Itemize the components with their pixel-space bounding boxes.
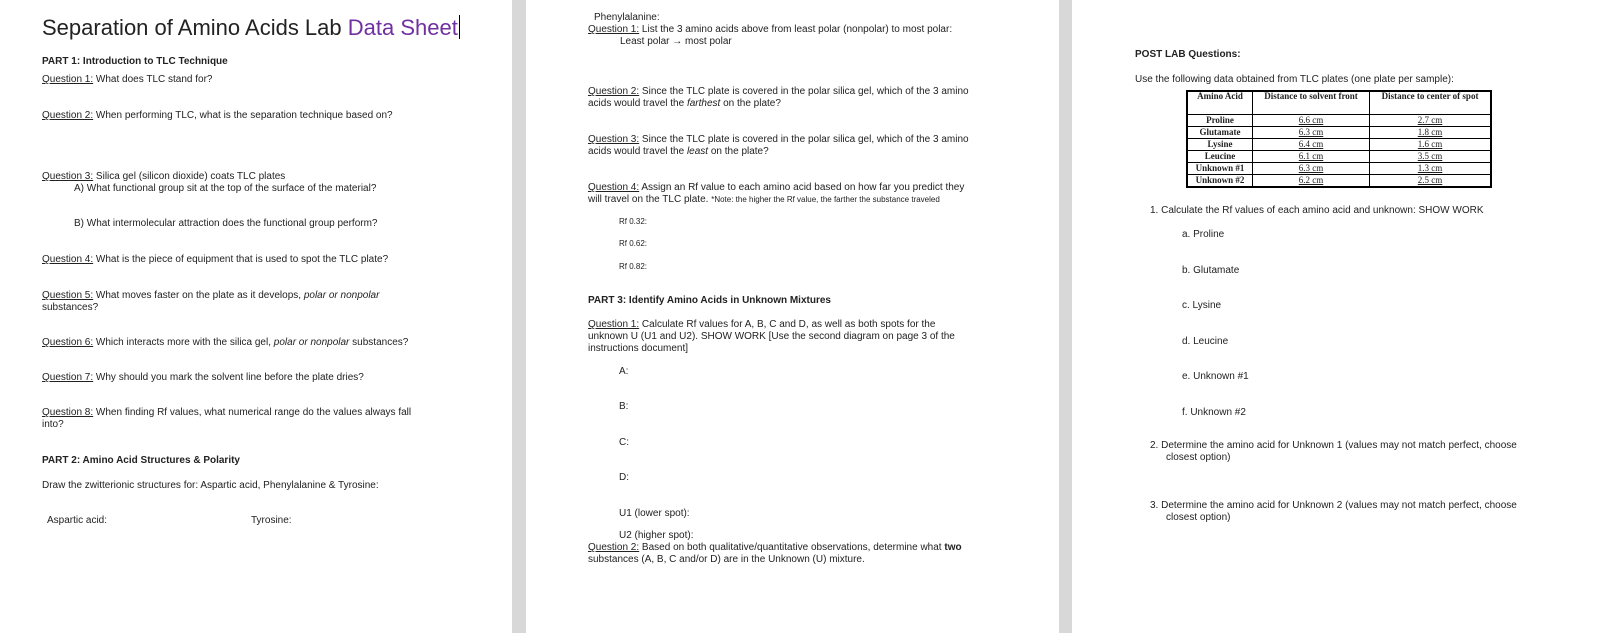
- p2-question-2: Question 2: Since the TLC plate is covered in the polar silica gel, which of the 3 amino: [588, 86, 969, 97]
- p2-question-4-line2: will travel on the TLC plate. *Note: the higher the Rf value, the farther the substance traveled: [588, 194, 940, 205]
- post-lab-heading: POST LAB Questions:: [1135, 49, 1241, 60]
- p3-question-1: Question 1: Calculate Rf values for A, B, C and D, as well as both spots for the: [588, 319, 936, 330]
- header-spot-center: Distance to center of spot: [1370, 91, 1491, 115]
- sub-item-leucine: d. Leucine: [1182, 336, 1229, 347]
- table-cell: 1.6 cm: [1370, 139, 1491, 151]
- p3-question-2-line2: substances (A, B, C and/or D) are in the Unknown (U) mixture.: [588, 554, 865, 565]
- p1-question-3a: A) What functional group sit at the top of the surface of the material?: [74, 183, 377, 194]
- table-cell: 3.5 cm: [1370, 151, 1491, 163]
- p3-question-1-line3: instructions document]: [588, 343, 689, 354]
- answer-d-label: D:: [619, 472, 629, 483]
- document-page-2: [526, 0, 1059, 633]
- post-lab-item-1: 1. Calculate the Rf values of each amino acid and unknown: SHOW WORK: [1150, 205, 1484, 216]
- post-lab-item-2: 2. Determine the amino acid for Unknown 1 (values may not match perfect, choose: [1150, 440, 1517, 451]
- p2-question-3: Question 3: Since the TLC plate is covered in the polar silica gel, which of the 3 amino: [588, 134, 969, 145]
- table-cell: Unknown #1: [1187, 163, 1253, 175]
- rf-value-2: Rf 0.62:: [619, 239, 648, 248]
- post-lab-item-3-line2: closest option): [1166, 512, 1231, 523]
- part3-heading: PART 3: Identify Amino Acids in Unknown Mixtures: [588, 295, 831, 306]
- answer-b-label: B:: [619, 401, 629, 412]
- p1-question-6: Question 6: Which interacts more with the silica gel, polar or nonpolar substances?: [42, 337, 409, 348]
- part2-instruction: Draw the zwitterionic structures for: Aspartic acid, Phenylalanine & Tyrosine:: [42, 480, 379, 491]
- table-cell: 1.8 cm: [1370, 127, 1491, 139]
- p2-question-1-line2: Least polar → most polar: [620, 36, 732, 47]
- phenylalanine-label: Phenylalanine:: [594, 12, 660, 23]
- sub-item-unknown-1: e. Unknown #1: [1182, 371, 1249, 382]
- p1-question-2: Question 2: When performing TLC, what is the separation technique based on?: [42, 110, 393, 121]
- document-page-1: [0, 0, 512, 633]
- table-row: [1187, 151, 1491, 163]
- document-page-3: [1072, 0, 1600, 633]
- rf-value-3: Rf 0.82:: [619, 262, 648, 271]
- p1-question-8: Question 8: When finding Rf values, what numerical range do the values always fall: [42, 407, 412, 418]
- table-cell: 6.1 cm: [1253, 151, 1370, 163]
- p1-question-1: Question 1: What does TLC stand for?: [42, 74, 213, 85]
- title-text: Separation of Amino Acids Lab: [42, 15, 342, 40]
- text-cursor: [459, 15, 460, 39]
- p1-question-3b: B) What intermolecular attraction does the functional group perform?: [74, 218, 378, 229]
- answer-c-label: C:: [619, 437, 629, 448]
- sub-item-unknown-2: f. Unknown #2: [1182, 407, 1246, 418]
- p2-question-2-line2: acids would travel the farthest on the plate?: [588, 98, 781, 109]
- table-cell: 2.5 cm: [1370, 175, 1491, 188]
- p1-question-4: Question 4: What is the piece of equipment that is used to spot the TLC plate?: [42, 254, 389, 265]
- table-header-row: [1187, 91, 1491, 115]
- p2-question-4: Question 4: Assign an Rf value to each amino acid based on how far you predict they: [588, 182, 965, 193]
- table-cell: 1.3 cm: [1370, 163, 1491, 175]
- u1-label: U1 (lower spot):: [619, 508, 690, 519]
- table-cell: Unknown #2: [1187, 175, 1253, 188]
- post-lab-intro: Use the following data obtained from TLC plates (one plate per sample):: [1135, 74, 1454, 85]
- p1-question-5-line2: substances?: [42, 302, 99, 313]
- tlc-data-table: [1186, 90, 1492, 188]
- table-row: [1187, 115, 1491, 127]
- p2-question-3-line2: acids would travel the least on the plate?: [588, 146, 769, 157]
- table-cell: Glutamate: [1187, 127, 1253, 139]
- table-cell: Leucine: [1187, 151, 1253, 163]
- table-row: [1187, 139, 1491, 151]
- header-amino-acid: Amino Acid: [1187, 91, 1253, 115]
- table-cell: 6.2 cm: [1253, 175, 1370, 188]
- tyrosine-label: Tyrosine:: [251, 515, 292, 526]
- p1-question-3: Question 3: Silica gel (silicon dioxide) coats TLC plates: [42, 171, 286, 182]
- header-solvent-front: Distance to solvent front: [1253, 91, 1370, 115]
- table-row: [1187, 175, 1491, 188]
- part2-heading: PART 2: Amino Acid Structures & Polarity: [42, 455, 240, 466]
- sub-item-glutamate: b. Glutamate: [1182, 265, 1240, 276]
- table-cell: Lysine: [1187, 139, 1253, 151]
- table-cell: 6.6 cm: [1253, 115, 1370, 127]
- table-row: [1187, 127, 1491, 139]
- aspartic-acid-label: Aspartic acid:: [47, 515, 108, 526]
- table-row: [1187, 163, 1491, 175]
- p1-question-7: Question 7: Why should you mark the solvent line before the plate dries?: [42, 372, 364, 383]
- sub-item-lysine: c. Lysine: [1182, 300, 1222, 311]
- table-cell: 6.4 cm: [1253, 139, 1370, 151]
- post-lab-item-2-line2: closest option): [1166, 452, 1231, 463]
- page-title[interactable]: [42, 15, 460, 41]
- table-cell: 2.7 cm: [1370, 115, 1491, 127]
- part1-heading: PART 1: Introduction to TLC Technique: [42, 56, 228, 67]
- post-lab-item-3: 3. Determine the amino acid for Unknown 2 (values may not match perfect, choose: [1150, 500, 1517, 511]
- answer-a-label: A:: [619, 366, 629, 377]
- p3-question-1-line2: unknown U (U1 and U2). SHOW WORK [Use the second diagram on page 3 of the: [588, 331, 955, 342]
- p3-question-2: Question 2: Based on both qualitative/quantitative observations, determine what two: [588, 542, 962, 553]
- p1-question-5: Question 5: What moves faster on the plate as it develops, polar or nonpolar: [42, 290, 380, 301]
- table-cell: Proline: [1187, 115, 1253, 127]
- title-accent-text: Data Sheet: [347, 15, 458, 40]
- sub-item-proline: a. Proline: [1182, 229, 1225, 240]
- table-cell: 6.3 cm: [1253, 163, 1370, 175]
- u2-label: U2 (higher spot):: [619, 530, 694, 541]
- p1-question-8-line2: into?: [42, 419, 64, 430]
- rf-value-1: Rf 0.32:: [619, 217, 648, 226]
- table-cell: 6.3 cm: [1253, 127, 1370, 139]
- p2-question-1: Question 1: List the 3 amino acids above from least polar (nonpolar) to most polar:: [588, 24, 953, 35]
